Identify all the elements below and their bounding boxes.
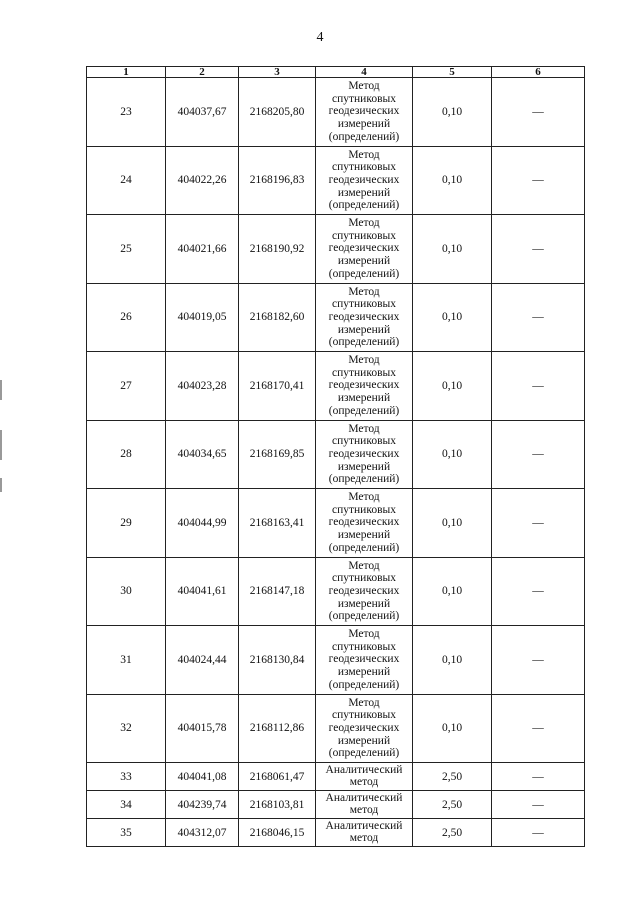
table-row: [87, 420, 585, 489]
coordinates-table: [86, 66, 585, 847]
note-cell: —: [492, 352, 585, 421]
point-number-cell: 31: [87, 626, 166, 695]
point-number-cell: 24: [87, 146, 166, 215]
accuracy-cell: 0,10: [413, 283, 492, 352]
table-row: [87, 215, 585, 284]
table-header-row: [87, 67, 585, 78]
note-cell: —: [492, 489, 585, 558]
accuracy-cell: 0,10: [413, 489, 492, 558]
note-cell: —: [492, 557, 585, 626]
accuracy-cell: 0,10: [413, 420, 492, 489]
x-coordinate-cell: 404024,44: [166, 626, 239, 695]
method-cell: Метод спутниковых геодезических измерений (определений): [316, 489, 413, 558]
point-number-cell: 35: [87, 819, 166, 847]
x-coordinate-cell: 404041,61: [166, 557, 239, 626]
note-cell: —: [492, 215, 585, 284]
note-cell: —: [492, 694, 585, 763]
column-header: 5: [413, 67, 492, 78]
method-cell: Метод спутниковых геодезических измерений (определений): [316, 146, 413, 215]
table-row: [87, 146, 585, 215]
note-cell: —: [492, 819, 585, 847]
accuracy-cell: 0,10: [413, 352, 492, 421]
x-coordinate-cell: 404041,08: [166, 763, 239, 791]
x-coordinate-cell: 404015,78: [166, 694, 239, 763]
accuracy-cell: 0,10: [413, 215, 492, 284]
y-coordinate-cell: 2168169,85: [239, 420, 316, 489]
y-coordinate-cell: 2168112,86: [239, 694, 316, 763]
accuracy-cell: 2,50: [413, 763, 492, 791]
x-coordinate-cell: 404021,66: [166, 215, 239, 284]
point-number-cell: 30: [87, 557, 166, 626]
y-coordinate-cell: 2168130,84: [239, 626, 316, 695]
table-row: [87, 819, 585, 847]
method-cell: Метод спутниковых геодезических измерений (определений): [316, 283, 413, 352]
method-cell: Аналитический метод: [316, 819, 413, 847]
method-cell: Метод спутниковых геодезических измерений (определений): [316, 420, 413, 489]
point-number-cell: 25: [87, 215, 166, 284]
accuracy-cell: 2,50: [413, 819, 492, 847]
y-coordinate-cell: 2168163,41: [239, 489, 316, 558]
table-row: [87, 78, 585, 147]
note-cell: —: [492, 763, 585, 791]
column-header: 1: [87, 67, 166, 78]
table-row: [87, 694, 585, 763]
x-coordinate-cell: 404034,65: [166, 420, 239, 489]
method-cell: Аналитический метод: [316, 763, 413, 791]
point-number-cell: 32: [87, 694, 166, 763]
note-cell: —: [492, 791, 585, 819]
table-row: [87, 283, 585, 352]
table-row: [87, 791, 585, 819]
y-coordinate-cell: 2168190,92: [239, 215, 316, 284]
method-cell: Метод спутниковых геодезических измерений (определений): [316, 557, 413, 626]
column-header: 2: [166, 67, 239, 78]
method-cell: Метод спутниковых геодезических измерений (определений): [316, 78, 413, 147]
x-coordinate-cell: 404023,28: [166, 352, 239, 421]
point-number-cell: 26: [87, 283, 166, 352]
x-coordinate-cell: 404019,05: [166, 283, 239, 352]
table-row: [87, 557, 585, 626]
table-row: [87, 626, 585, 695]
table-row: [87, 763, 585, 791]
page-number: 4: [316, 30, 324, 45]
point-number-cell: 23: [87, 78, 166, 147]
point-number-cell: 33: [87, 763, 166, 791]
y-coordinate-cell: 2168046,15: [239, 819, 316, 847]
x-coordinate-cell: 404239,74: [166, 791, 239, 819]
x-coordinate-cell: 404037,67: [166, 78, 239, 147]
accuracy-cell: 0,10: [413, 78, 492, 147]
accuracy-cell: 0,10: [413, 626, 492, 695]
table-row: [87, 489, 585, 558]
point-number-cell: 34: [87, 791, 166, 819]
y-coordinate-cell: 2168147,18: [239, 557, 316, 626]
x-coordinate-cell: 404022,26: [166, 146, 239, 215]
method-cell: Метод спутниковых геодезических измерений (определений): [316, 626, 413, 695]
method-cell: Метод спутниковых геодезических измерений (определений): [316, 694, 413, 763]
note-cell: —: [492, 626, 585, 695]
table-row: [87, 352, 585, 421]
accuracy-cell: 0,10: [413, 557, 492, 626]
x-coordinate-cell: 404044,99: [166, 489, 239, 558]
y-coordinate-cell: 2168061,47: [239, 763, 316, 791]
method-cell: Аналитический метод: [316, 791, 413, 819]
method-cell: Метод спутниковых геодезических измерений (определений): [316, 352, 413, 421]
accuracy-cell: 0,10: [413, 694, 492, 763]
point-number-cell: 27: [87, 352, 166, 421]
accuracy-cell: 0,10: [413, 146, 492, 215]
method-cell: Метод спутниковых геодезических измерений (определений): [316, 215, 413, 284]
note-cell: —: [492, 420, 585, 489]
column-header: 3: [239, 67, 316, 78]
y-coordinate-cell: 2168170,41: [239, 352, 316, 421]
point-number-cell: 29: [87, 489, 166, 558]
column-header: 6: [492, 67, 585, 78]
column-header: 4: [316, 67, 413, 78]
note-cell: —: [492, 78, 585, 147]
y-coordinate-cell: 2168182,60: [239, 283, 316, 352]
y-coordinate-cell: 2168196,83: [239, 146, 316, 215]
note-cell: —: [492, 146, 585, 215]
point-number-cell: 28: [87, 420, 166, 489]
scan-edge-marks: [0, 0, 3, 905]
y-coordinate-cell: 2168103,81: [239, 791, 316, 819]
x-coordinate-cell: 404312,07: [166, 819, 239, 847]
accuracy-cell: 2,50: [413, 791, 492, 819]
note-cell: —: [492, 283, 585, 352]
y-coordinate-cell: 2168205,80: [239, 78, 316, 147]
